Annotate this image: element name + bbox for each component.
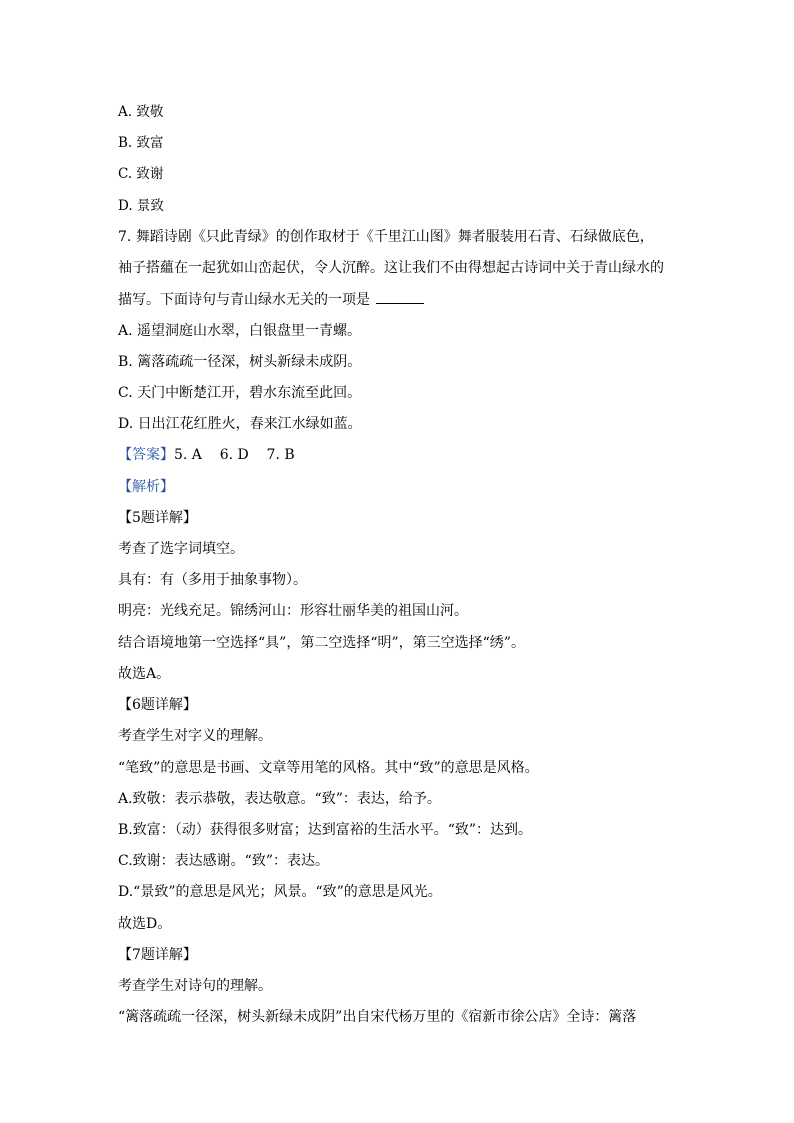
q7-label: 【7题详解】: [118, 947, 197, 963]
question-7-stem: 描写。下面诗句与青山绿水无关的一项是: [118, 292, 370, 308]
q6-line-4: B.致富：（动）获得很多财富；达到富裕的生活水平。“致”：达到。: [118, 822, 533, 838]
question-7-option-a: A. 遥望洞庭山水翠，白银盘里一青螺。: [118, 323, 362, 339]
answer-text: 5. A 6. D 7. B: [174, 447, 295, 463]
option-c: C. 致谢: [118, 166, 164, 182]
q6-line-2: “笔致”的意思是书画、文章等用笔的风格。其中“致”的意思是风格。: [118, 760, 539, 776]
q5-line-3: 明亮：光线充足。锦绣河山：形容壮丽华美的祖国山河。: [118, 603, 468, 619]
question-7-line-2: 袖子搭蘊在一起犹如山峦起伏，令人沉醉。这让我们不由得想起古诗词中关于青山绿水的: [118, 260, 664, 276]
question-7-option-c: C. 天门中断楚江开，碧水东流至此回。: [118, 385, 362, 401]
q5-line-4: 结合语境地第一空选择“具”，第二空选择“明”，第三空选择“绣”。: [118, 635, 525, 651]
answer-label: 【答案】: [118, 447, 174, 463]
q6-line-5: C.致谢：表达感谢。“致”：表达。: [118, 853, 329, 869]
analysis-label: 【解析】: [118, 479, 174, 495]
question-7-line-3: [118, 289, 678, 310]
question-7-option-b: B. 篱落疏疏一径深，树头新绿未成阴。: [118, 354, 362, 370]
q6-line-1: 考查学生对字义的理解。: [118, 728, 272, 744]
q7-line-1: 考查学生对诗句的理解。: [118, 978, 272, 994]
q5-label: 【5题详解】: [118, 510, 197, 526]
q6-line-7: 故选D。: [118, 916, 172, 932]
q5-line-1: 考查了选字词填空。: [118, 541, 244, 557]
question-7-line-1: 7. 舞蹈诗剧《只此青绿》的创作取材于《千里江山图》舞者服装用石青、石绿做底色，: [118, 229, 654, 245]
option-d: D. 景致: [118, 198, 164, 214]
q6-label: 【6题详解】: [118, 697, 197, 713]
q5-line-5: 故选A。: [118, 666, 171, 682]
option-a: A. 致敬: [118, 104, 164, 120]
answer-blank: [376, 289, 424, 304]
question-7-option-d: D. 日出江花红胜火，春来江水绿如蓝。: [118, 416, 362, 432]
option-b: B. 致富: [118, 135, 164, 151]
q6-line-6: D.“景致”的意思是风光；风景。“致”的意思是风光。: [118, 884, 442, 900]
q5-line-2: 具有：有（多用于抽象事物）。: [118, 572, 307, 588]
q7-line-2: “篱落疏疏一径深，树头新绿未成阴”出自宋代杨万里的《宿新市徐公店》全诗：篱落: [118, 1009, 637, 1025]
answer-line: [118, 445, 678, 465]
q6-line-3: A.致敬：表示恭敬，表达敬意。“致”：表达，给予。: [118, 791, 441, 807]
